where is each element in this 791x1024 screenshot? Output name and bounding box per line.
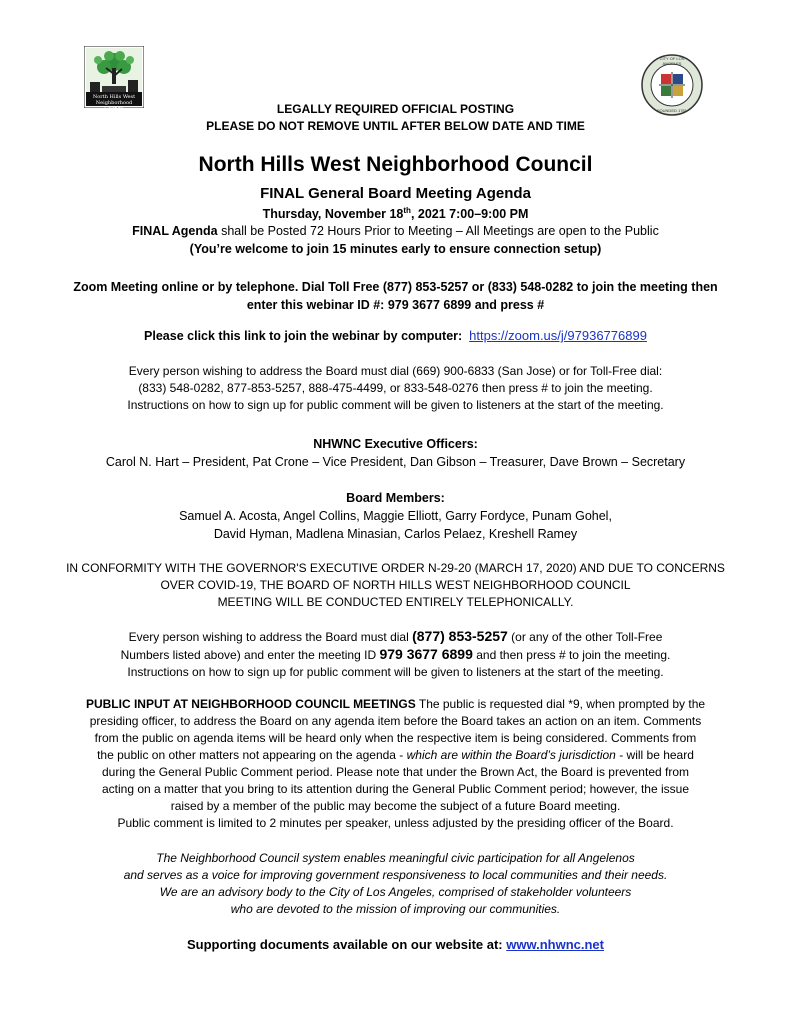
board-heading: Board Members:: [346, 491, 445, 505]
address-board-text-4: and then press # to join the meeting.: [472, 648, 671, 662]
address-board-line-1: [40, 628, 751, 646]
public-input-line-6: acting on a matter that you bring to its attention during the General Public Comment period; however, the issue: [102, 782, 689, 796]
public-input-line-7: raised by a member of the public may become the subject of a future Board meeting.: [170, 799, 621, 813]
final-agenda-note: [40, 222, 751, 240]
dial-info: [40, 363, 751, 414]
address-board-text-2: (or any of the other Toll-Free: [507, 630, 663, 644]
public-input-text-4a: the public on other matters not appearing on the agenda -: [97, 748, 407, 762]
address-board-text-1: Every person wishing to address the Board must dial: [128, 630, 413, 644]
seal-ring-top: CITY OF LOS ANGELES: [659, 56, 685, 66]
meeting-date: [40, 205, 751, 223]
supporting-label: Supporting documents available on our website at:: [186, 937, 507, 952]
board-members-line-1: Samuel A. Acosta, Angel Collins, Maggie Elliott, Garry Fordyce, Punam Gohel,: [179, 509, 612, 523]
conformity-line-1: IN CONFORMITY WITH THE GOVERNOR'S EXECUTIVE ORDER N-29-20 (MARCH 17, 2020) AND DUE TO CONCERNS: [66, 561, 725, 575]
board-members: [40, 507, 751, 543]
address-board-info: [40, 628, 751, 681]
officers-heading: NHWNC Executive Officers:: [313, 437, 478, 451]
public-input-line-3: from the public on agenda items will be heard only when the respective item is being considered. Comments from: [94, 731, 697, 745]
public-input-line-5: during the General Public Comment period. Please note that under the Brown Act, the Board is prevented from: [102, 765, 689, 779]
posting-line-2: PLEASE DO NOT REMOVE UNTIL AFTER BELOW DATE AND TIME: [206, 119, 585, 133]
webinar-label: Please click this link to join the webinar by computer:: [144, 329, 463, 343]
conformity-notice: [40, 560, 751, 611]
public-input-text-1: The public is requested dial *9, when prompted by the: [415, 697, 706, 711]
public-input-section: [30, 696, 761, 832]
address-board-phone: (877) 853-5257: [412, 628, 508, 644]
zoom-info: [20, 278, 771, 314]
public-input-line-2: presiding officer, to address the Board on any agenda item before the Board takes an action on an item. Comments: [89, 714, 702, 728]
webinar-line: [40, 327, 751, 345]
nhwnc-logo: [84, 46, 144, 112]
address-board-line-3: Instructions on how to sign up for public comment will be given to listeners at the start of the meeting.: [127, 665, 664, 679]
logo-line-1: North Hills West: [92, 94, 136, 100]
mission-line-4: who are devoted to the mission of improving our communities.: [230, 902, 561, 916]
mission-line-3: We are an advisory body to the City of Los Angeles, comprised of stakeholder volunteers: [159, 885, 632, 899]
date-sup: th: [403, 205, 411, 215]
public-input-jurisdiction: which are within the Board’s jurisdiction: [406, 748, 616, 762]
logo-line-2: Neighborhood Council: [95, 100, 133, 112]
mission-statement: [40, 850, 751, 918]
officers-list: Carol N. Hart – President, Pat Crone – Vice President, Dan Gibson – Treasurer, Dave Brown – Secretary: [105, 455, 686, 469]
mission-line-1: The Neighborhood Council system enables meaningful civic participation for all Angelenos: [156, 851, 635, 865]
address-board-line-2: [40, 646, 751, 664]
public-input-line-4: [30, 747, 761, 764]
agenda-subtitle: FINAL General Board Meeting Agenda: [260, 185, 531, 202]
seal-ring-bottom: FOUNDED 1781: [657, 108, 687, 113]
posting-line-1: LEGALLY REQUIRED OFFICIAL POSTING: [276, 102, 515, 116]
dial-info-line-3: Instructions on how to sign up for public comment will be given to listeners at the start of the meeting.: [127, 398, 664, 412]
public-input-text-4b: - will be heard: [615, 748, 694, 762]
webinar-link[interactable]: https://zoom.us/j/97936776899: [469, 328, 647, 343]
public-input-heading: PUBLIC INPUT AT NEIGHBORHOOD COUNCIL MEETINGS: [85, 697, 416, 711]
mission-line-2: and serves as a voice for improving government responsiveness to local communities and their needs.: [123, 868, 668, 882]
conformity-line-3: MEETING WILL BE CONDUCTED ENTIRELY TELEPHONICALLY.: [217, 595, 574, 609]
early-join-note: (You’re welcome to join 15 minutes early to ensure connection setup): [189, 242, 602, 256]
conformity-line-2: OVER COVID-19, THE BOARD OF NORTH HILLS WEST NEIGHBORHOOD COUNCIL: [160, 578, 631, 592]
dial-info-line-1: Every person wishing to address the Board must dial (669) 900-6833 (San Jose) or for Toll-Free dial:: [128, 364, 663, 378]
posting-notice: [40, 101, 751, 135]
board-members-line-2: David Hyman, Madlena Minasian, Carlos Pelaez, Kreshell Ramey: [213, 527, 578, 541]
final-agenda-text: shall be Posted 72 Hours Prior to Meeting – All Meetings are open to the Public: [217, 224, 659, 238]
address-board-meeting-id: 979 3677 6899: [379, 646, 473, 662]
date-suffix: , 2021 7:00–9:00 PM: [410, 207, 529, 221]
public-input-line-1: [30, 696, 761, 713]
website-link[interactable]: www.nhwnc.net: [506, 937, 604, 952]
page-title: North Hills West Neighborhood Council: [198, 153, 593, 176]
address-board-text-3: Numbers listed above) and enter the meeting ID: [120, 648, 380, 662]
zoom-line-2: enter this webinar ID #: 979 3677 6899 and press #: [246, 298, 545, 312]
date-prefix: Thursday, November 18: [262, 207, 404, 221]
zoom-line-1: Zoom Meeting online or by telephone. Dial Toll Free (877) 853-5257 or (833) 548-0282 to join the meeting then: [73, 280, 718, 294]
public-input-line-8: Public comment is limited to 2 minutes per speaker, unless adjusted by the presiding officer of the Board.: [117, 816, 674, 830]
supporting-documents: [40, 936, 751, 954]
final-agenda-label: FINAL Agenda: [132, 224, 218, 238]
dial-info-line-2: (833) 548-0282, 877-853-5257, 888-475-4499, or 833-548-0276 then press # to join the meeting.: [138, 381, 653, 395]
